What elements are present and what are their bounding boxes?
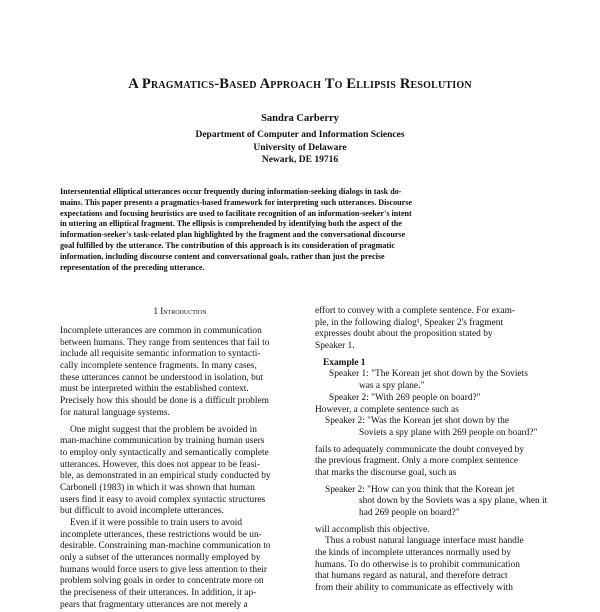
author-name: Sandra Carberry xyxy=(261,113,339,124)
abstract-line: representation of the preceding utterance. xyxy=(60,262,205,272)
quote-line: Soviets a spy plane with 269 people on board?" xyxy=(359,427,538,438)
abstract-line: mains. This paper presents a pragmatics-based framework for interpreting such utterances. Discourse xyxy=(60,197,412,207)
paper-title: A Pragmatics-Based Approach To Ellipsis Resolution xyxy=(128,76,472,92)
body-line: expresses doubt about the proposition stated by xyxy=(315,329,493,340)
body-line: that marks the discourse goal, such as xyxy=(315,467,457,478)
body-line: that humans regard as natural, and therefore detract xyxy=(315,571,508,582)
quote-line: Speaker 2: "Was the Korean jet shot down by the xyxy=(325,416,510,427)
quote-line: had 269 people on board?" xyxy=(359,508,460,518)
affiliation-line: Newark, DE 19716 xyxy=(261,155,339,165)
body-line: between humans. They range from sentences that fail to xyxy=(60,337,270,348)
body-line: problem solving goals in order to concentrate more on xyxy=(60,576,264,587)
right-column xyxy=(315,306,555,595)
body-line: for natural language systems. xyxy=(60,407,170,418)
body-line: effort to convey with a complete sentence. For exam- xyxy=(315,306,516,316)
left-column xyxy=(60,306,300,612)
quote-line: Speaker 2: "How can you think that the Korean jet xyxy=(325,484,515,495)
affiliation-line: University of Delaware xyxy=(253,142,347,153)
body-line: Incomplete utterances are common in communication xyxy=(60,326,262,336)
abstract-line: Intersentential elliptical utterances occur frequently during information-seeking dialogs in task do- xyxy=(60,187,402,196)
author-affiliation xyxy=(0,129,600,167)
body-line: humans. To do otherwise is to prohibit communication xyxy=(315,559,520,570)
body-line: will accomplish this objective. xyxy=(315,524,430,535)
body-line: However, a complete sentence such as xyxy=(315,404,459,415)
body-line: utterances. However, this does not appear to be feasi- xyxy=(60,459,261,470)
body-line: must be interpreted within the established context. xyxy=(60,384,249,395)
body-line: desirable. Constraining man-machine communication to xyxy=(60,541,271,552)
section-heading: 1 Introduction xyxy=(153,306,207,316)
abstract-line: goal fulfilled by the utterance. The contribution of this approach is its consideration of pragmatic xyxy=(60,240,395,250)
abstract-line: in uttering an elliptical fragment. The ellipsis is comprehended by identifying both the aspect of the xyxy=(60,219,402,229)
example-title: Example 1 xyxy=(323,357,366,368)
body-line: fails to adequately communicate the doubt conveyed by xyxy=(315,444,525,455)
body-line: ble, as demonstrated in an empirical study conducted by xyxy=(60,471,271,482)
abstract-line: information-seeker's task-related plan highlighted by the fragment and the conversational discourse xyxy=(60,230,406,240)
abstract xyxy=(60,187,540,273)
quote-line: shot down by the Soviets was a spy plane, when it xyxy=(359,496,548,507)
example-line: Speaker 1: "The Korean jet shot down by the Soviets xyxy=(329,369,528,380)
body-line: Speaker 1. xyxy=(315,341,355,352)
body-line: cally incomplete sentence fragments. In many cases, xyxy=(60,361,257,372)
body-line: Even if it were possible to train users to avoid xyxy=(70,518,243,528)
body-line: Thus a robust natural language interface must handle xyxy=(325,536,524,547)
body-line: the preciseness of their utterances. In addition, it ap- xyxy=(60,588,257,599)
body-line: humans would force users to give less attention to their xyxy=(60,564,267,575)
body-line: Carbonell (1983) in which it was shown that human xyxy=(60,482,255,493)
body-line: One might suggest that the problem be avoided in xyxy=(70,424,257,435)
body-line: pears that fragmentary utterances are not merely a xyxy=(60,599,248,610)
body-line: only a subset of the utterances normally employed by xyxy=(60,553,261,564)
abstract-line: expectations and focusing heuristics are used to facilitate recognition of an information-seeker's intent xyxy=(60,208,412,218)
body-line: include all requisite semantic information to syntacti- xyxy=(60,349,261,360)
body-line: the kinds of incomplete utterances normally used by xyxy=(315,548,512,559)
body-line: from their ability to communicate as effectively with xyxy=(315,583,513,594)
body-line: to employ only syntactically and semantically complete xyxy=(60,447,269,458)
body-line: man-machine communication by training human users xyxy=(60,436,265,447)
example-line: was a spy plane." xyxy=(359,381,425,392)
abstract-line: information, including discourse content and conversational goals, rather than just the precise xyxy=(60,251,385,261)
body-line: the previous fragment. Only a more complex sentence xyxy=(315,456,519,467)
body-line: users find it easy to avoid complex syntactic structures xyxy=(60,494,266,505)
body-line: ple, in the following dialog¹, Speaker 2's fragment xyxy=(315,317,504,328)
body-line: Precisely how this should be done is a difficult problem xyxy=(60,396,269,407)
example-line: Speaker 2: "With 269 people on board?" xyxy=(329,392,481,403)
body-line: but difficult to avoid incomplete utterances. xyxy=(60,506,224,517)
body-line: these utterances cannot be understood in isolation, but xyxy=(60,372,264,383)
body-line: incomplete utterances, these restrictions would be un- xyxy=(60,529,262,540)
affiliation-line: Department of Computer and Information Sciences xyxy=(195,130,405,140)
